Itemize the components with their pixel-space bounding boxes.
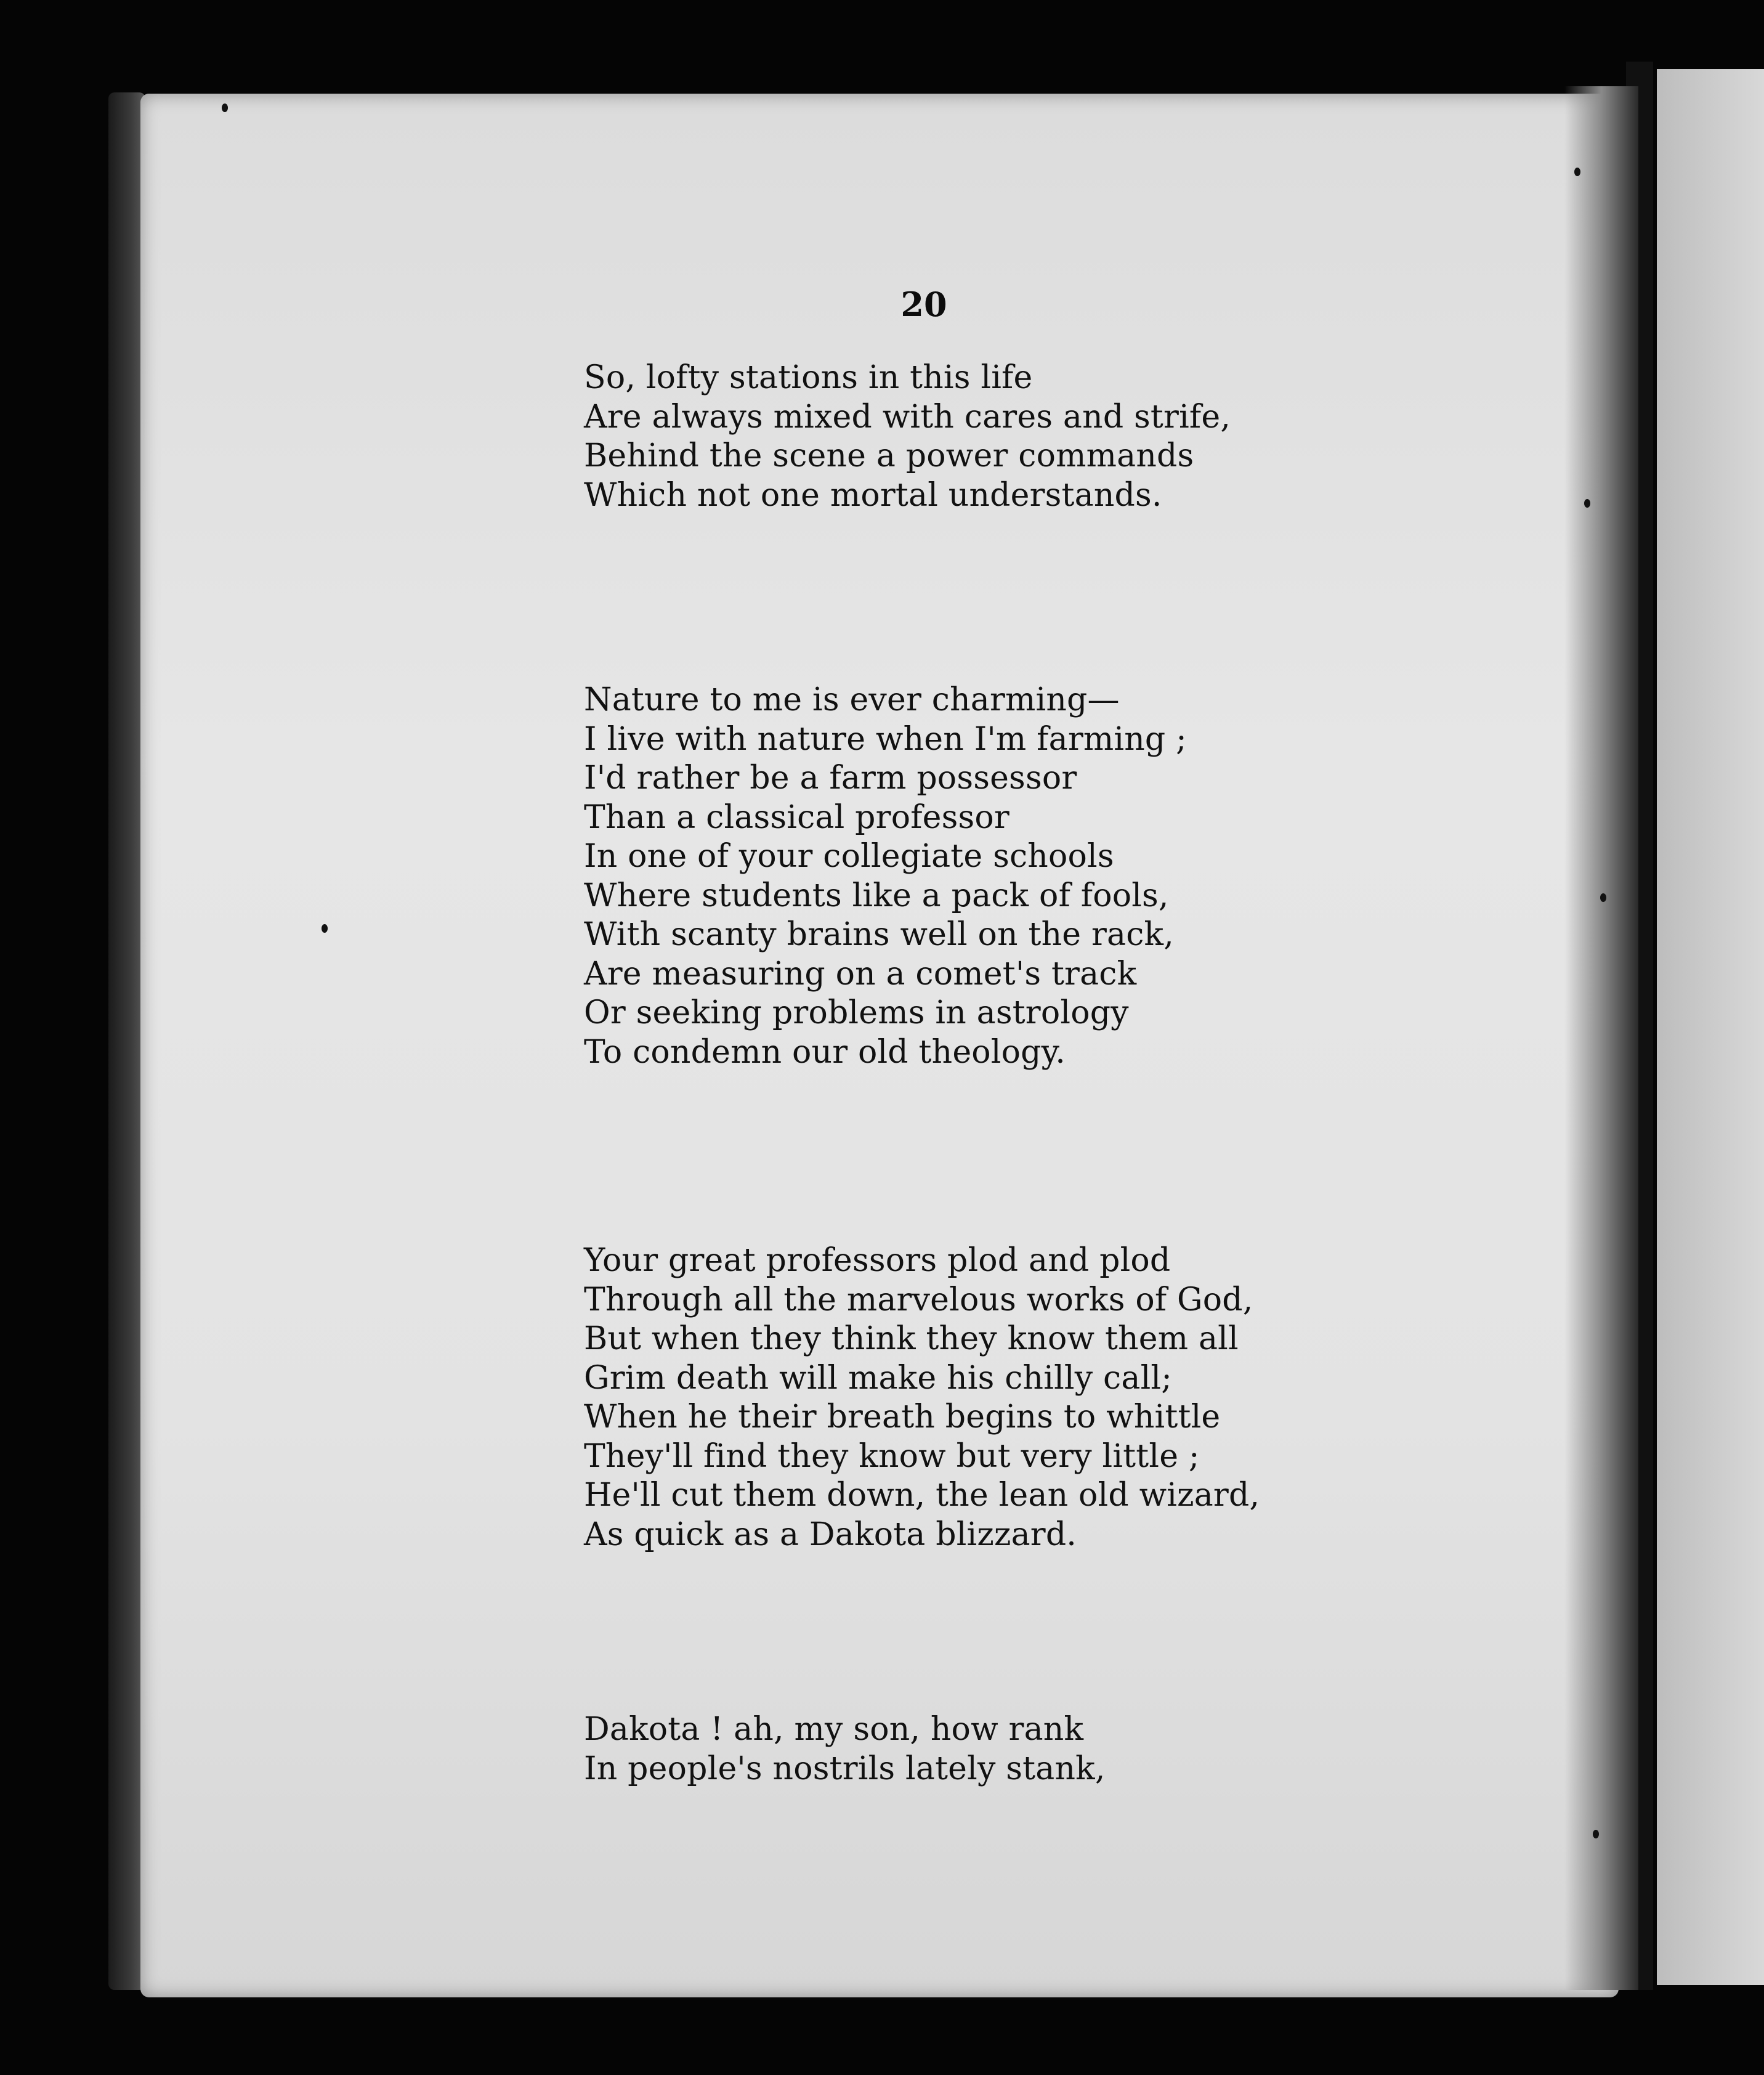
verse-line: He'll cut them down, the lean old wizard,	[584, 1477, 1260, 1514]
verse-line: Through all the marvelous works of God,	[584, 1281, 1253, 1318]
stanza	[584, 1241, 1260, 1554]
page-number: 20	[900, 285, 947, 324]
verse-line: Which not one mortal understands.	[584, 476, 1162, 514]
verse-line: Your great professors plod and plod	[584, 1242, 1171, 1279]
verse-line: But when they think they know them all	[584, 1320, 1239, 1357]
verse-line: When he their breath begins to whittle	[584, 1399, 1221, 1435]
verse-line: To condemn our old theology.	[584, 1033, 1066, 1071]
scan-speck	[1600, 893, 1606, 902]
page-curl-shadow	[1564, 86, 1638, 1990]
verse-line: Where students like a pack of fools,	[584, 877, 1169, 914]
verse-line: Than a classical professor	[584, 798, 1009, 836]
scan-speck	[222, 104, 228, 112]
book-binding-edge	[108, 92, 145, 1990]
verse-line: Dakota ! ah, my son, how rank	[584, 1711, 1084, 1748]
verse-line: As quick as a Dakota blizzard.	[584, 1516, 1077, 1553]
facing-page-edge	[1657, 69, 1764, 1985]
verse-line: Nature to me is ever charming—	[584, 681, 1120, 718]
scan-speck	[1593, 1830, 1599, 1838]
verse-line: Behind the scene a power commands	[584, 437, 1194, 474]
verse-line: Are always mixed with cares and strife,	[584, 398, 1231, 436]
verse-line: I'd rather be a farm possessor	[584, 760, 1077, 797]
stanza	[584, 359, 1231, 515]
verse-line: They'll find they know but very little ;	[584, 1437, 1200, 1475]
verse-line: With scanty brains well on the rack,	[584, 916, 1174, 953]
stanza	[584, 1710, 1106, 1789]
verse-line: Grim death will make his chilly call;	[584, 1359, 1172, 1397]
verse-line: So, lofty stations in this life	[584, 359, 1033, 396]
verse-line: In one of your collegiate schools	[584, 838, 1114, 875]
scan-speck	[1584, 499, 1590, 508]
verse-line: Are measuring on a comet's track	[584, 955, 1137, 993]
verse-line: I live with nature when I'm farming ;	[584, 720, 1187, 758]
verse-line: Or seeking problems in astrology	[584, 994, 1129, 1031]
scan-speck	[322, 924, 328, 933]
verse-line: In people's nostrils lately stank,	[584, 1750, 1106, 1787]
scan-speck	[1574, 168, 1580, 176]
stanza	[584, 681, 1187, 1072]
